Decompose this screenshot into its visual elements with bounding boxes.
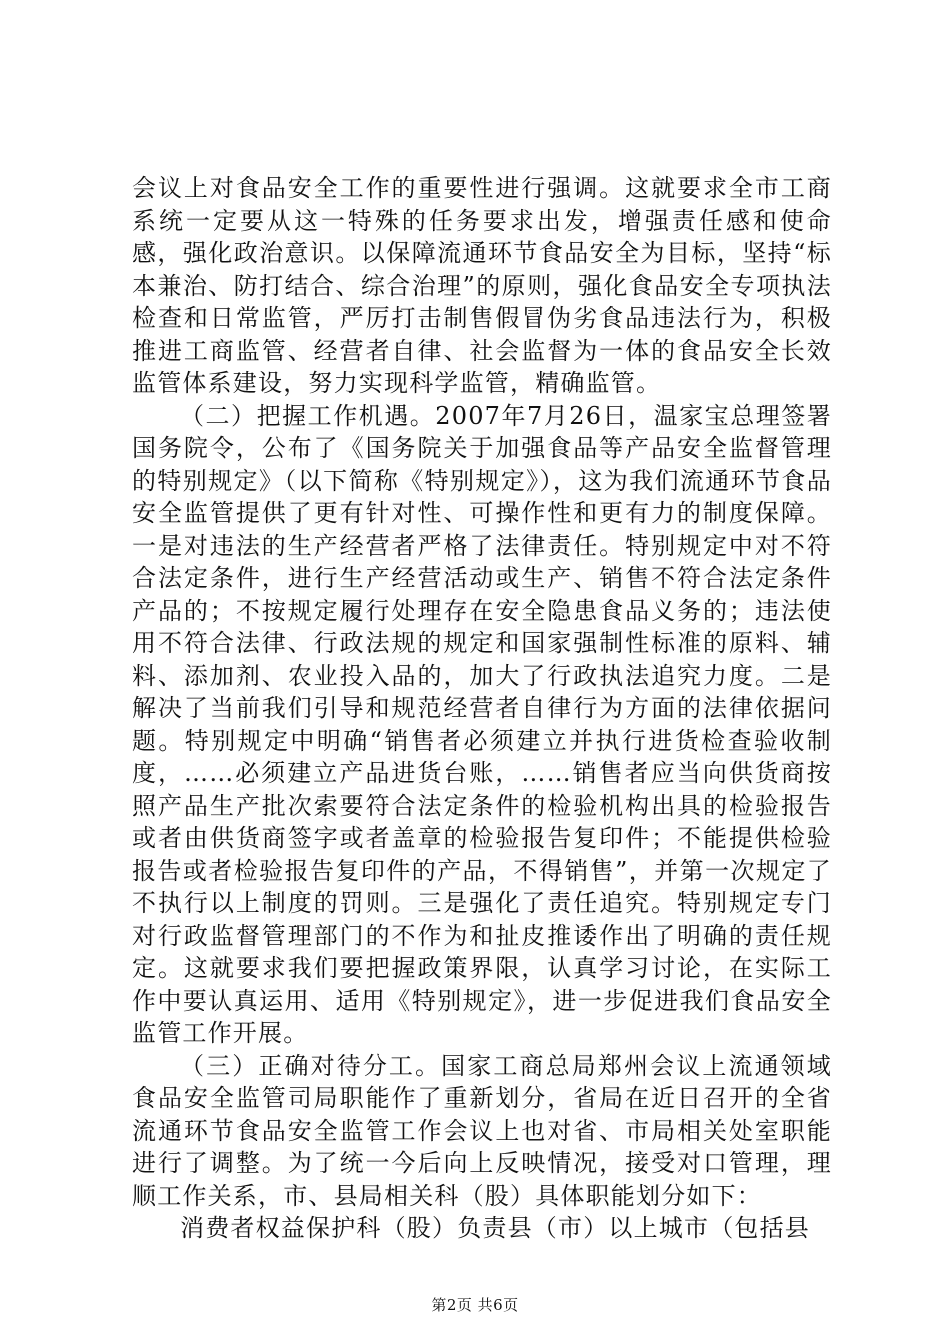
paragraph-1: 会议上对食品安全工作的重要性进行强调。这就要求全市工商系统一定要从这一特殊的任务要求出发，增强责任感和使命感，强化政治意识。以保障流通环节食品安全为目标，坚持“标本兼治、防打结合、综合治理”的原则，强化食品安全专项执法检查和日常监管，严厉打击制售假冒伪劣食品违法行为，积极推进工商监管、经营者自律、社会监督为一体的食品安全长效监管体系建设，努力实现科学监管，精确监管。 <box>132 174 832 397</box>
page-footer: 第2页 共6页 <box>431 1296 519 1314</box>
paragraph-2: （二）把握工作机遇。2007年7月26日，温家宝总理签署国务院令，公布了《国务院关于加强食品等产品安全监督管理的特别规定》（以下简称《特别规定》），这为我们流通环节食品安全监管提供了更有针对性、可操作性和更有力的制度保障。一是对违法的生产经营者严格了法律责任。特别规定中对不符合法定条件，进行生产经营活动或生产、销售不符合法定条件产品的；不按规定履行处理存在安全隐患食品义务的；违法使用不符合法律、行政法规的规定和国家强制性标准的原料、辅料、添加剂、农业投入品的，加大了行政执法追究力度。二是解决了当前我们引导和规范经营者自律行为方面的法律依据问题。特别规定中明确“销售者必须建立并执行进货检查验收制度，……必须建立产品进货台账，……销售者应当向供货商按照产品生产批次索要符合法定条件的检验机构出具的检验报告或者由供货商签字或者盖章的检验报告复印件；不能提供检验报告或者检验报告复印件的产品，不得销售”，并第一次规定了不执行以上制度的罚则。三是强化了责任追究。特别规定专门对行政监督管理部门的不作为和扯皮推诿作出了明确的责任规定。这就要求我们要把握政策界限，认真学习讨论，在实际工作中要认真运用、适用《特别规定》，进一步促进我们食品安全监管工作开展。 <box>132 401 832 1047</box>
document-body <box>132 172 832 1245</box>
paragraph-3: （三）正确对待分工。国家工商总局郑州会议上流通领域食品安全监管司局职能作了重新划分，省局在近日召开的全省流通环节食品安全监管工作会议上也对省、市局相关处室职能进行了调整。为了统一今后向上反映情况，接受对口管理，理顺工作关系，市、县局相关科（股）具体职能划分如下： <box>132 1051 832 1210</box>
paragraph-4: 消费者权益保护科（股）负责县（市）以上城市（包括县 <box>180 1214 810 1242</box>
